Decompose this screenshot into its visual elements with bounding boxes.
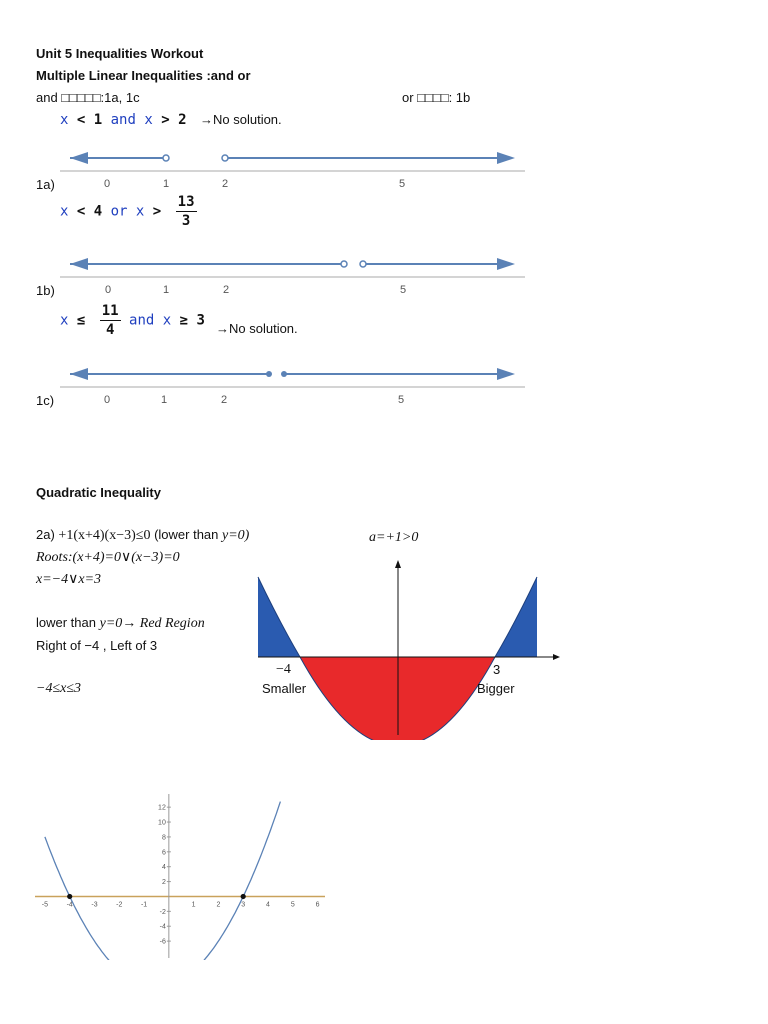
x-tick-label: 6	[315, 901, 320, 909]
y-tick-label: 8	[161, 834, 166, 842]
quadratic-right-left: Right of −4 , Left of 3	[36, 638, 158, 653]
tick-label: 2	[221, 178, 229, 190]
x-tick-label: -4	[66, 901, 73, 909]
tick-label: 0	[103, 178, 111, 190]
page-title: Unit 5 Inequalities Workout	[36, 46, 204, 61]
y-axis-arrow-icon	[395, 560, 401, 568]
or-note: or □□□□: 1b	[402, 90, 471, 105]
inequality-1b: x < 4 or x > $\frac{13}{3}$	[60, 194, 195, 229]
arrow-left-icon	[70, 152, 88, 164]
tick-label: 0	[103, 394, 111, 406]
closed-point	[266, 371, 272, 377]
x-tick-label: -1	[140, 901, 148, 909]
root-right-label: 3	[493, 662, 501, 677]
arrow-right-icon	[497, 258, 515, 270]
tick-label: 2	[222, 284, 230, 296]
parabola-region-diagram	[250, 555, 568, 740]
inequality-1c: x ≤ $\frac{11}{4}$ and x ≥ 3	[60, 303, 205, 338]
y-tick-label: 12	[158, 804, 166, 812]
result-1c: →No solution.	[216, 321, 298, 336]
x-tick-label: 5	[290, 901, 295, 909]
quadratic-roots: Roots:(x+4)=0∨(x−3)=0	[36, 550, 180, 565]
number-line-1b	[60, 254, 530, 300]
fraction-numerator: 11	[101, 303, 119, 319]
bigger-label: Bigger	[477, 681, 515, 696]
number-line-1c	[60, 364, 530, 410]
example-result: →No solution.	[200, 112, 282, 127]
quadratic-region-note: lower than y=0→ Red Region	[36, 615, 205, 631]
quadratic-line-1: 2a) +1(x+4)(x−3)≤0 (lower than y=0)	[36, 527, 250, 543]
problem-label-1b: 1b)	[36, 283, 55, 298]
arrow-right-icon	[497, 368, 515, 380]
leading-coefficient-note: a=+1>0	[369, 530, 419, 545]
x-tick-label: 2	[216, 901, 221, 909]
quadratic-answer: −4≤x≤3	[36, 681, 82, 696]
tick-label: 2	[220, 394, 228, 406]
x-axis-arrow-icon	[553, 654, 560, 660]
x-tick-label: 1	[191, 901, 196, 909]
fraction-denominator: 3	[181, 213, 191, 229]
tick-label: 1	[162, 284, 170, 296]
quadratic-solutions: x=−4∨x=3	[36, 572, 102, 587]
tick-label: 1	[160, 394, 168, 406]
y-tick-label: -4	[159, 923, 166, 931]
root-point	[241, 894, 246, 899]
number-line-1a	[60, 148, 530, 194]
open-point	[163, 155, 169, 161]
x-tick-label: -5	[41, 901, 49, 909]
arrow-right-icon	[497, 152, 515, 164]
fraction-denominator: 4	[105, 322, 115, 338]
root-left-label: −4	[276, 662, 291, 677]
y-tick-label: 10	[158, 819, 166, 827]
smaller-label: Smaller	[262, 681, 307, 696]
problem-label-1a: 1a)	[36, 177, 55, 192]
x-tick-label: 3	[241, 901, 246, 909]
y-tick-label: -6	[159, 938, 166, 946]
tick-label: 5	[399, 284, 407, 296]
y-tick-label: 2	[161, 879, 166, 887]
tick-label: 5	[397, 394, 405, 406]
x-tick-label: -2	[116, 901, 123, 909]
example-inequality: x < 1 and x > 2	[60, 112, 187, 128]
x-tick-label: -3	[91, 901, 98, 909]
and-note: and □□□□□:1a, 1c	[36, 90, 140, 105]
tick-label: 0	[104, 284, 112, 296]
x-tick-label: 4	[266, 901, 270, 909]
open-point	[222, 155, 228, 161]
y-tick-label: -2	[159, 908, 166, 916]
quadratic-graph	[30, 790, 330, 960]
open-point	[360, 261, 366, 267]
y-tick-label: 4	[161, 864, 166, 872]
y-tick-label: 6	[161, 849, 166, 857]
problem-label-1c: 1c)	[36, 393, 55, 408]
tick-label: 5	[398, 178, 406, 190]
section-subtitle: Multiple Linear Inequalities :and or	[36, 68, 251, 83]
root-point	[67, 894, 72, 899]
open-point	[341, 261, 347, 267]
tick-label: 1	[162, 178, 170, 190]
quadratic-heading: Quadratic Inequality	[36, 485, 161, 500]
fraction-numerator: 13	[177, 194, 195, 210]
